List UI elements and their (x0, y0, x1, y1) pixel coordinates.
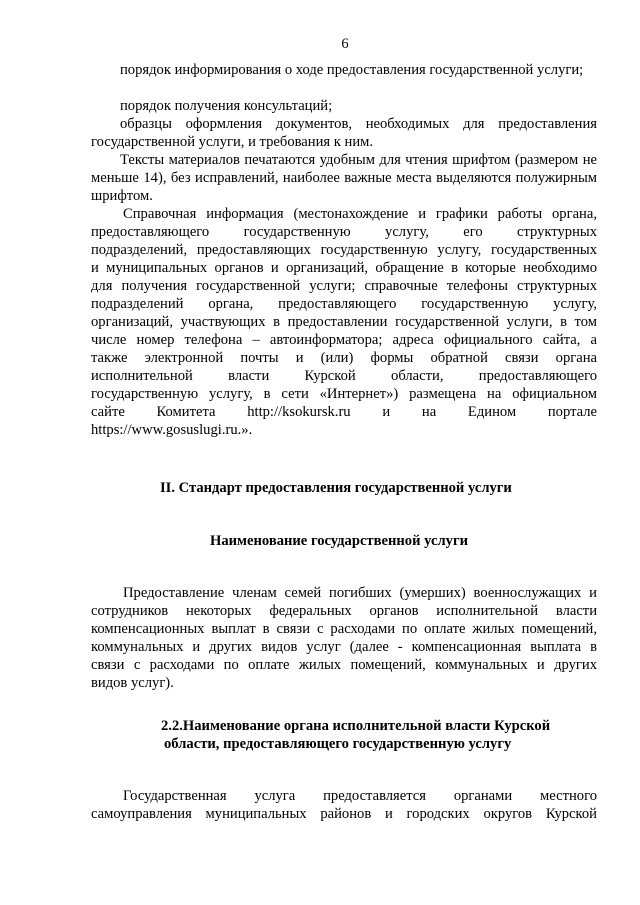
paragraph-font-requirements: Тексты материалов печатаются удобным для чтения шрифтом (размером не меньше 14), без исправлений, наиболее важные места выделяются полужирным шрифтом. (91, 152, 597, 204)
service-name-line: видов услуг). (91, 675, 174, 691)
page-number: 6 (341, 36, 349, 52)
reference-line: Справочная информация (местонахождение и графики работы органа, (123, 206, 597, 222)
subsection-title-organ-line1: 2.2.Наименование органа исполнительной власти Курской (161, 718, 551, 734)
reference-line: организаций, участвующих в предоставлении государственной услуги, в том (91, 314, 597, 330)
organ-line: самоуправления муниципальных районов и городских округов Курской (91, 806, 597, 822)
reference-line: https://www.gosuslugi.ru.». (91, 422, 253, 438)
paragraph-reference-info (91, 205, 597, 439)
reference-line: для получения государственной услуги; справочные телефоны структурных (91, 278, 597, 294)
reference-line: подразделений, предоставляющих государственную услугу, государственных (91, 242, 597, 258)
reference-line: и муниципальных органов и организаций, обращение в которые необходимо (91, 260, 597, 276)
reference-line: исполнительной власти Курской области, предоставляющего (91, 368, 597, 384)
list-item-consultations: порядок получения консультаций; (120, 98, 333, 114)
section-title: II. Стандарт предоставления государственной услуги (160, 480, 512, 496)
service-name-line: компенсационных выплат в связи с расходами по оплате жилых помещений, (91, 621, 597, 637)
service-name-line: связи с расходами по оплате жилых помещений, коммунальных и других (91, 657, 597, 673)
service-name-line: сотрудников некоторых федеральных органов исполнительной власти (91, 603, 597, 619)
reference-line: числе номер телефона – автоинформатора; адреса официального сайта, а (91, 332, 597, 348)
paragraph-providing-organ (91, 787, 597, 823)
reference-line: сайте Комитета http://ksokursk.ru и на Едином портале (91, 404, 597, 420)
list-item-informing: порядок информирования о ходе предоставления государственной услуги; (120, 62, 584, 78)
organ-line: Государственная услуга предоставляется органами местного (123, 788, 597, 804)
reference-line: подразделений органа, предоставляющего государственную услугу, (91, 296, 597, 312)
service-name-line: коммунальных и других видов услуг (далее - компенсационная выплата в (91, 639, 597, 655)
subsection-title-organ-line2: области, предоставляющего государственную услугу (164, 736, 512, 752)
reference-line: предоставляющего государственную услугу, его структурных (91, 224, 597, 240)
paragraph-service-name (91, 584, 597, 692)
service-name-line: Предоставление членам семей погибших (умерших) военнослужащих и (123, 585, 597, 601)
reference-line: также электронной почты и (или) формы обратной связи органа (91, 350, 597, 366)
list-item-document-samples: образцы оформления документов, необходимых для предоставления государственной услуги, и требования к ним. (91, 116, 597, 150)
subsection-title-service-name: Наименование государственной услуги (210, 533, 468, 549)
reference-line: государственную услугу, в сети «Интернет») размещена на официальном (91, 386, 597, 402)
